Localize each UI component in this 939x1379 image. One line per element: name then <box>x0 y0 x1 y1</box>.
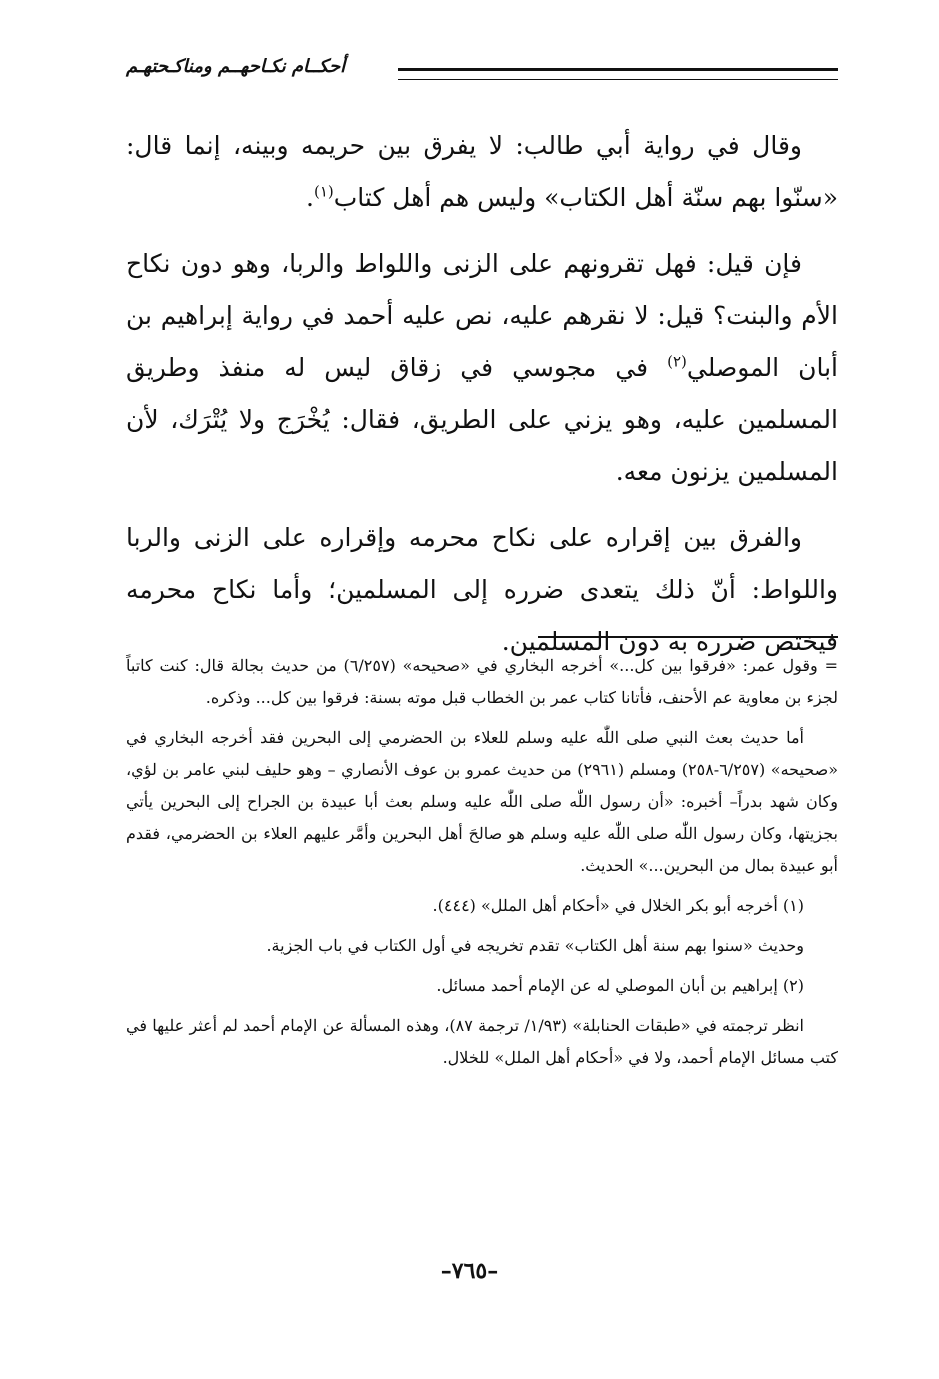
footnote-1-extra: وحديث «سنوا بهم سنة أهل الكتاب» تقدم تخريجه في أول الكتاب في باب الجزية. <box>266 936 804 955</box>
main-text <box>126 120 838 682</box>
footnote-2: (٢) إبراهيم بن أبان الموصلي له عن الإمام أحمد مسائل. <box>436 976 804 995</box>
main-paragraph-2: فإن قيل: فهل تقرونهم على الزنى واللواط والربا، وهو دون نكاح الأم والبنت؟ قيل: لا نقرهم عليه، نص عليه أحمد في رواية إبراهيم بن أبان الموصلي$^{(٢)}$ في مجوسي في زقاق ليس له منفذ وطريق المسلمين عليه، وهو يزني على الطريق، فقال: يُخْرَج ولا يُتْرَك، لأن المسلمين يزنون معه. <box>126 249 838 486</box>
page-number: –٧٦٥– <box>440 1258 499 1284</box>
footnote-2-extra: انظر ترجمته في «طبقات الحنابلة» (١/٩٣/ ترجمة ٨٧)، وهذه المسألة عن الإمام أحمد لم أعثر عليها في كتب مسائل الإمام أحمد، ولا في «أحكام أهل الملل» للخلال. <box>126 1016 838 1067</box>
main-paragraph-3: والفرق بين إقراره على نكاح محرمه وإقراره على الزنى والربا واللواط: أنّ ذلك يتعدى ضرره إلى المسلمين؛ وأما نكاح محرمه فيختص ضرره به دون المسلمين. <box>126 523 838 656</box>
running-header <box>126 50 838 94</box>
footnote-ref-2: (٢) <box>667 352 687 371</box>
footnotes <box>126 650 838 1082</box>
footnote-separator <box>538 636 838 638</box>
footnote-ref-1: (١) <box>313 182 334 201</box>
header-title: أحكــام نكـاحهــم ومناكـحتهـم <box>126 56 346 77</box>
main-paragraph-1: وقال في رواية أبي طالب: لا يفرق بين حريمه وبينه، إنما قال: «سنّوا بهم سنّة أهل الكتاب» وليس هم أهل كتاب$^{(١)}$. <box>126 131 838 212</box>
footnote-1: (١) أخرجه أبو بكر الخلال في «أحكام أهل الملل» (٤٤٤). <box>432 896 804 915</box>
footnote-continued: = وقول عمر: «فرقوا بين كل...» أخرجه البخاري في «صحيحه» (٦/٢٥٧) من حديث بجالة قال: كنت كاتباً لجزء بن معاوية عم الأحنف، فأتانا كتاب عمر بن الخطاب قبل موته بسنة: فرقوا بين كل... وذكره. <box>126 656 838 707</box>
footnote-hadith: أما حديث بعث النبي صلى اللّٰه عليه وسلم للعلاء بن الحضرمي إلى البحرين فقد أخرجه البخاري في «صحيحه» (٦/٢٥٧-٢٥٨) ومسلم (٢٩٦١) من حديث عمرو بن عوف الأنصاري – وهو حليف لبني عامر بن لؤي، وكان شهد بدراً– أخبره: «أن رسول اللّٰه صلى اللّٰه عليه وسلم بعث أبا عبيدة بن الجراح إلى البحرين يأتي بجزيتها، وكان رسول اللّٰه صلى اللّٰه عليه وسلم هو صالحَ أهل البحرين وأمَّر عليهم العلاء بن الحضرمي، فقدم أبو عبيدة بمال من البحرين...» الحديث. <box>126 728 839 875</box>
header-double-rule <box>398 68 838 80</box>
